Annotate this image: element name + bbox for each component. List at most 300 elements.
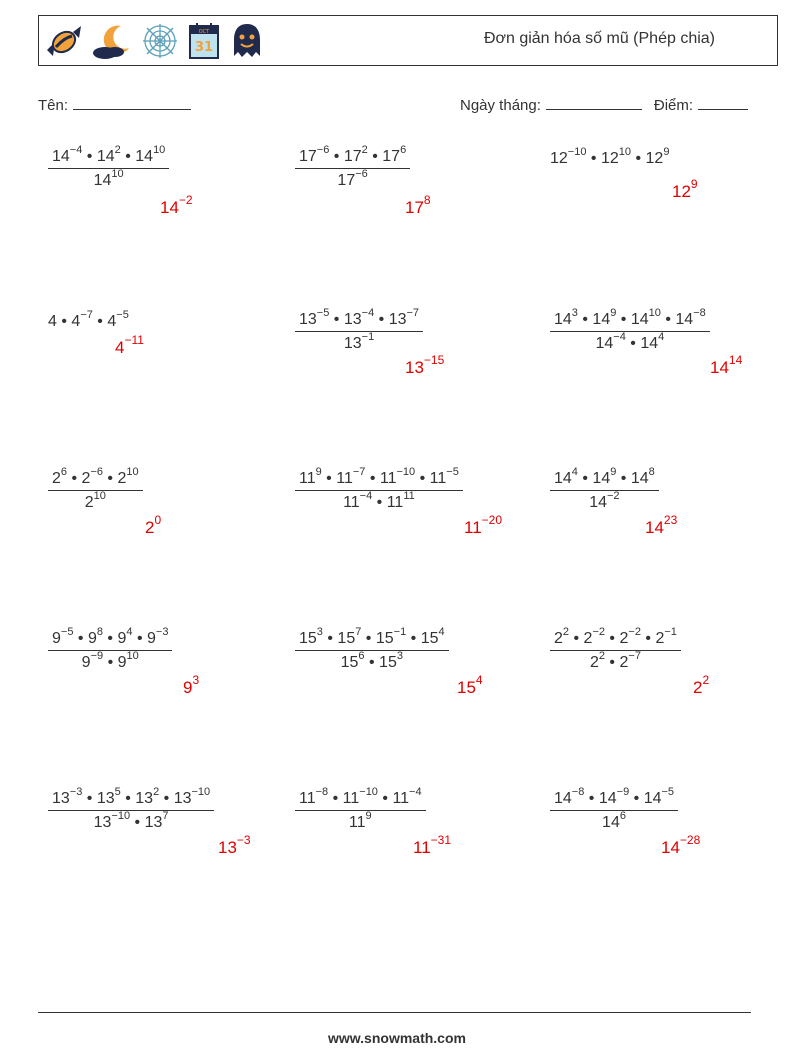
power-base: 9 [87, 630, 97, 647]
fraction [295, 307, 423, 353]
power-exponent: −3 [236, 833, 251, 847]
power-exponent: 2 [562, 626, 570, 638]
power-base: 9 [183, 678, 193, 697]
power-base: 14 [554, 470, 572, 487]
power-exponent: −7 [352, 466, 366, 478]
power-base: 14 [630, 470, 649, 487]
power-exponent: −8 [571, 786, 585, 798]
score-blank[interactable] [698, 95, 748, 110]
power-exponent: 8 [423, 193, 431, 207]
fraction [550, 466, 659, 512]
power-base: 13 [96, 790, 115, 807]
answer-4 [115, 333, 144, 358]
power-exponent: 5 [114, 786, 121, 798]
power-base: 17 [382, 148, 401, 165]
numerator [48, 466, 143, 491]
name-field [38, 95, 191, 114]
multiply-dot: • [631, 150, 646, 167]
fraction [550, 307, 710, 353]
answer-9 [645, 513, 678, 538]
multiply-dot: • [120, 148, 136, 165]
power-base: 15 [299, 630, 317, 647]
expression [48, 309, 129, 331]
calendar-icon [187, 20, 221, 62]
fraction [295, 626, 449, 672]
multiply-dot: • [640, 630, 656, 647]
power-exponent: 3 [316, 626, 323, 638]
denominator [48, 169, 169, 190]
multiply-dot: • [329, 311, 344, 328]
power-base: 14 [643, 790, 662, 807]
numerator [48, 144, 169, 169]
power-exponent: 3 [571, 307, 578, 319]
power-base: 15 [420, 630, 439, 647]
power-base: 14 [661, 838, 680, 857]
power-exponent: −31 [430, 833, 452, 847]
power-exponent: 0 [154, 513, 162, 527]
power-exponent: −4 [359, 490, 373, 502]
numerator [295, 626, 449, 651]
power-exponent: −1 [393, 626, 407, 638]
power-exponent: 4 [571, 466, 578, 478]
power-exponent: 9 [663, 146, 670, 158]
multiply-dot: • [569, 630, 584, 647]
multiply-dot: • [415, 470, 430, 487]
power-exponent: −5 [60, 626, 74, 638]
power-exponent: −9 [90, 650, 104, 662]
power-exponent: −6 [90, 466, 103, 478]
power-exponent: 2 [702, 673, 710, 687]
numerator [550, 307, 710, 332]
name-blank[interactable] [73, 95, 191, 110]
problem-7 [48, 466, 143, 512]
power-base: 2 [117, 470, 127, 487]
power-base: 14 [602, 814, 620, 831]
power-base: 2 [583, 630, 593, 647]
power-exponent: −10 [191, 786, 211, 798]
power-base: 14 [160, 198, 179, 217]
power-base: 14 [554, 311, 572, 328]
power-exponent: 9 [365, 810, 372, 822]
numerator [550, 626, 681, 651]
moon-cloud-icon [91, 20, 133, 62]
power-exponent: 4 [475, 673, 483, 687]
power-base: 11 [348, 814, 366, 831]
power-base: 4 [107, 313, 117, 330]
answer-13 [218, 833, 251, 858]
power-exponent: 4 [438, 626, 445, 638]
ghost-icon [227, 20, 267, 62]
multiply-dot: • [102, 470, 118, 487]
power-exponent: −4 [69, 144, 83, 156]
date-label: Ngày tháng: [460, 97, 541, 114]
problem-3 [550, 146, 670, 168]
multiply-dot: • [584, 790, 599, 807]
power-base: 2 [693, 678, 703, 697]
power-base: 11 [386, 494, 404, 511]
power-exponent: 6 [60, 466, 68, 478]
score-label: Điểm: [653, 97, 694, 114]
multiply-dot: • [56, 313, 72, 330]
power-exponent: −10 [396, 466, 416, 478]
power-exponent: −7 [628, 650, 641, 662]
multiply-dot: • [364, 654, 380, 671]
denominator [48, 651, 172, 672]
answer-5 [405, 353, 445, 378]
power-exponent: 10 [111, 168, 124, 180]
multiply-dot: • [377, 790, 393, 807]
denominator [550, 651, 681, 672]
denominator [295, 651, 449, 672]
problem-5 [295, 307, 423, 353]
power-base: 4 [48, 313, 57, 330]
power-base: 2 [554, 630, 563, 647]
power-exponent: −9 [616, 786, 630, 798]
power-base: 11 [413, 838, 431, 857]
power-base: 15 [375, 630, 394, 647]
fraction [550, 786, 678, 832]
answer-1 [160, 193, 193, 218]
multiply-dot: • [604, 630, 620, 647]
power-base: 13 [144, 814, 163, 831]
power-exponent: −2 [628, 626, 641, 638]
multiply-dot: • [365, 470, 380, 487]
power-base: 2 [619, 654, 629, 671]
multiply-dot: • [73, 630, 88, 647]
power-base: 2 [84, 494, 94, 511]
power-base: 14 [630, 311, 649, 328]
power-exponent: −5 [446, 466, 459, 478]
multiply-dot: • [374, 311, 389, 328]
power-exponent: −10 [111, 810, 131, 822]
fraction [550, 626, 681, 672]
power-base: 14 [598, 790, 617, 807]
power-base: 17 [299, 148, 317, 165]
calendar-month: OCT [198, 29, 210, 35]
power-exponent: 7 [162, 810, 169, 822]
multiply-dot: • [321, 470, 337, 487]
footer-site: www.snowmath.com [328, 1030, 466, 1046]
power-base: 14 [93, 172, 112, 189]
problem-13 [48, 786, 214, 832]
multiply-dot: • [586, 150, 601, 167]
power-base: 9 [147, 630, 156, 647]
power-base: 13 [299, 311, 317, 328]
power-base: 13 [388, 311, 407, 328]
multiply-dot: • [616, 470, 631, 487]
date-field [460, 95, 748, 114]
problem-1 [48, 144, 169, 190]
power-exponent: 6 [400, 144, 407, 156]
footer-divider [38, 1012, 751, 1013]
answer-14 [413, 833, 452, 858]
power-exponent: 2 [598, 650, 605, 662]
power-base: 17 [343, 148, 362, 165]
power-exponent: −2 [592, 626, 605, 638]
fraction [295, 144, 410, 190]
power-base: 2 [52, 470, 61, 487]
answer-15 [661, 833, 701, 858]
power-exponent: 4 [126, 626, 133, 638]
answer-8 [464, 513, 503, 538]
multiply-dot: • [92, 313, 108, 330]
power-base: 15 [457, 678, 476, 697]
power-exponent: −28 [679, 833, 701, 847]
header-box [38, 15, 778, 66]
multiply-dot: • [629, 790, 644, 807]
denominator [295, 169, 410, 190]
power-base: 13 [343, 335, 362, 352]
numerator [550, 466, 659, 491]
multiply-dot: • [322, 630, 338, 647]
power-exponent: −4 [361, 307, 375, 319]
multiply-dot: • [130, 814, 145, 831]
denominator [550, 811, 678, 832]
answer-7 [145, 513, 162, 538]
power-base: 14 [52, 148, 70, 165]
problem-6 [550, 307, 710, 353]
power-base: 11 [342, 790, 360, 807]
power-exponent: −5 [316, 307, 330, 319]
multiply-dot: • [132, 630, 148, 647]
power-exponent: −2 [607, 490, 620, 502]
numerator [295, 786, 426, 811]
answer-11 [457, 673, 483, 698]
power-base: 15 [379, 654, 397, 671]
power-exponent: 10 [126, 466, 139, 478]
power-exponent: −4 [613, 331, 626, 343]
multiply-dot: • [660, 311, 676, 328]
power-base: 11 [379, 470, 397, 487]
power-exponent: −3 [69, 786, 83, 798]
power-exponent: −5 [661, 786, 675, 798]
multiply-dot: • [372, 494, 387, 511]
multiply-dot: • [329, 148, 344, 165]
power-exponent: 2 [114, 144, 121, 156]
numerator [295, 307, 423, 332]
answer-10 [183, 673, 200, 698]
power-base: 13 [52, 790, 70, 807]
power-exponent: 8 [96, 626, 103, 638]
power-exponent: −1 [664, 626, 677, 638]
fraction [48, 626, 172, 672]
multiply-dot: • [625, 335, 641, 352]
power-base: 17 [405, 198, 424, 217]
power-exponent: 9 [315, 466, 322, 478]
date-blank[interactable] [546, 95, 642, 110]
power-exponent: −15 [423, 353, 445, 367]
fraction [295, 786, 426, 832]
power-base: 9 [117, 630, 127, 647]
power-exponent: 3 [396, 650, 403, 662]
power-base: 14 [710, 358, 729, 377]
power-exponent: −7 [406, 307, 420, 319]
power-base: 2 [655, 630, 665, 647]
fraction [48, 144, 169, 190]
power-exponent: 23 [663, 513, 678, 527]
denominator [48, 811, 214, 832]
multiply-dot: • [102, 630, 118, 647]
multiply-dot: • [82, 790, 97, 807]
expression [550, 146, 670, 168]
power-base: 13 [173, 790, 192, 807]
power-exponent: 2 [361, 144, 368, 156]
answer-3 [672, 177, 698, 202]
answer-12 [693, 673, 710, 698]
problem-12 [550, 626, 681, 672]
fraction [48, 466, 143, 512]
power-base: 14 [592, 311, 611, 328]
power-exponent: −10 [359, 786, 378, 798]
numerator [295, 466, 463, 491]
power-base: 4 [115, 338, 125, 357]
spiderweb-icon [139, 20, 181, 62]
power-base: 12 [600, 150, 619, 167]
multiply-dot: • [328, 790, 343, 807]
fraction [48, 786, 214, 832]
power-base: 11 [429, 470, 447, 487]
power-base: 13 [218, 838, 237, 857]
multiply-dot: • [67, 470, 82, 487]
denominator [295, 491, 463, 512]
problem-11 [295, 626, 449, 672]
power-base: 14 [554, 790, 572, 807]
calendar-day: 31 [194, 40, 214, 55]
power-base: 15 [340, 654, 359, 671]
power-exponent: −5 [116, 309, 129, 321]
candy-icon [43, 20, 85, 62]
denominator [48, 491, 143, 512]
power-exponent: −4 [409, 786, 422, 798]
power-exponent: 3 [192, 673, 200, 687]
power-exponent: 7 [355, 626, 362, 638]
power-base: 11 [464, 518, 482, 537]
answer-6 [710, 353, 743, 378]
power-exponent: 10 [618, 146, 632, 158]
power-base: 11 [336, 470, 353, 487]
multiply-dot: • [361, 630, 376, 647]
power-base: 12 [672, 182, 691, 201]
power-exponent: 10 [126, 650, 139, 662]
power-base: 11 [392, 790, 410, 807]
power-base: 14 [595, 335, 614, 352]
icon-row [43, 20, 267, 62]
power-exponent: 10 [93, 490, 106, 502]
answer-2 [405, 193, 431, 218]
power-exponent: −11 [124, 333, 144, 347]
power-exponent: 6 [619, 810, 626, 822]
multiply-dot: • [577, 470, 593, 487]
power-base: 14 [589, 494, 607, 511]
power-base: 12 [645, 150, 664, 167]
multiply-dot: • [367, 148, 383, 165]
power-base: 2 [81, 470, 91, 487]
power-base: 14 [96, 148, 115, 165]
power-exponent: −6 [316, 144, 330, 156]
power-base: 11 [343, 494, 360, 511]
power-exponent: 9 [690, 177, 698, 191]
power-base: 13 [135, 790, 154, 807]
power-base: 2 [619, 630, 629, 647]
power-base: 14 [645, 518, 664, 537]
power-base: 14 [675, 311, 694, 328]
power-base: 14 [135, 148, 154, 165]
power-exponent: 10 [153, 144, 166, 156]
power-base: 9 [81, 654, 91, 671]
problem-2 [295, 144, 410, 190]
power-exponent: −7 [80, 309, 93, 321]
power-exponent: −6 [355, 168, 368, 180]
multiply-dot: • [577, 311, 593, 328]
power-exponent: 4 [658, 331, 665, 343]
multiply-dot: • [120, 790, 136, 807]
numerator [295, 144, 410, 169]
power-base: 17 [337, 172, 356, 189]
power-base: 11 [299, 790, 316, 807]
power-exponent: −10 [567, 146, 587, 158]
power-exponent: 10 [648, 307, 661, 319]
power-base: 13 [343, 311, 362, 328]
page-title: Đơn giản hóa số mũ (Phép chia) [483, 30, 715, 47]
power-base: 2 [589, 654, 599, 671]
problem-14 [295, 786, 426, 832]
power-exponent: 9 [610, 307, 617, 319]
power-exponent: −20 [481, 513, 503, 527]
power-base: 11 [299, 470, 316, 487]
power-exponent: −2 [178, 193, 193, 207]
multiply-dot: • [616, 311, 631, 328]
power-exponent: 2 [153, 786, 160, 798]
numerator [48, 626, 172, 651]
problem-8 [295, 466, 463, 512]
power-exponent: −8 [315, 786, 329, 798]
power-base: 13 [93, 814, 112, 831]
multiply-dot: • [159, 790, 174, 807]
denominator [295, 811, 426, 832]
denominator [550, 332, 710, 353]
power-base: 14 [592, 470, 611, 487]
multiply-dot: • [103, 654, 118, 671]
power-base: 14 [640, 335, 659, 352]
power-exponent: 6 [358, 650, 365, 662]
power-exponent: −1 [361, 331, 375, 343]
denominator [550, 491, 659, 512]
power-base: 12 [550, 150, 568, 167]
multiply-dot: • [604, 654, 620, 671]
name-label: Tên: [38, 97, 69, 114]
problem-4 [48, 309, 129, 331]
power-exponent: 11 [403, 490, 415, 502]
power-exponent: 9 [610, 466, 617, 478]
problem-15 [550, 786, 678, 832]
numerator [48, 786, 214, 811]
problem-9 [550, 466, 659, 512]
power-exponent: −3 [155, 626, 169, 638]
power-exponent: 14 [728, 353, 743, 367]
multiply-dot: • [406, 630, 421, 647]
power-base: 9 [117, 654, 127, 671]
numerator [550, 786, 678, 811]
power-base: 4 [71, 313, 81, 330]
multiply-dot: • [82, 148, 97, 165]
power-exponent: 8 [648, 466, 655, 478]
power-base: 9 [52, 630, 61, 647]
fraction [295, 466, 463, 512]
power-exponent: −8 [693, 307, 706, 319]
power-base: 2 [145, 518, 155, 537]
power-base: 15 [337, 630, 356, 647]
problem-10 [48, 626, 172, 672]
